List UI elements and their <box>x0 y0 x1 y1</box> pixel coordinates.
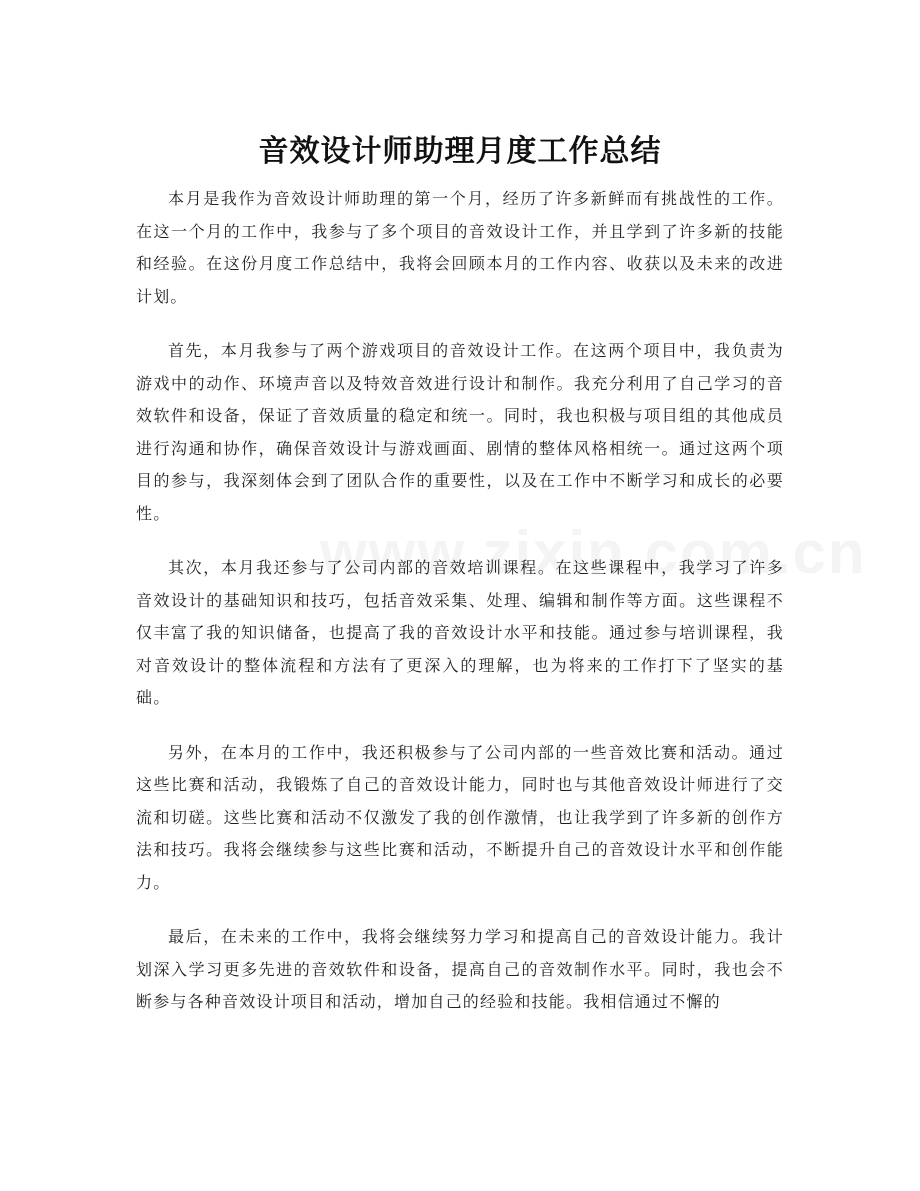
paragraph-competitions: 另外，在本月的工作中，我还积极参与了公司内部的一些音效比赛和活动。通过这些比赛和活动，我锻炼了自己的音效设计能力，同时也与其他音效设计师进行了交流和切磋。这些比赛和活动不仅激发了我的创作激情，也让我学到了许多新的创作方法和技巧。我将会继续参与这些比赛和活动，不断提升自己的音效设计水平和创作能力。 <box>136 742 784 892</box>
paragraph-game-projects: 首先，本月我参与了两个游戏项目的音效设计工作。在这两个项目中，我负责为游戏中的动作、环境声音以及特效音效进行设计和制作。我充分利用了自己学习的音效软件和设备，保证了音效质量的稳定和统一。同时，我也积极与项目组的其他成员进行沟通和协作，确保音效设计与游戏画面、剧情的整体风格相统一。通过这两个项目的参与，我深刻体会到了团队合作的重要性，以及在工作中不断学习和成长的必要性。 <box>136 341 784 523</box>
document-body <box>136 183 784 1041</box>
paragraph-training: 其次，本月我还参与了公司内部的音效培训课程。在这些课程中，我学习了许多音效设计的基础知识和技巧，包括音效采集、处理、编辑和制作等方面。这些课程不仅丰富了我的知识储备，也提高了我的音效设计水平和技能。通过参与培训课程，我对音效设计的整体流程和方法有了更深入的理解，也为将来的工作打下了坚实的基础。 <box>136 558 784 707</box>
paragraph-intro: 本月是我作为音效设计师助理的第一个月，经历了许多新鲜而有挑战性的工作。在这一个月的工作中，我参与了多个项目的音效设计工作，并且学到了许多新的技能和经验。在这份月度工作总结中，我将会回顾本月的工作内容、收获以及未来的改进计划。 <box>136 189 784 306</box>
document-title: 音效设计师助理月度工作总结 <box>258 134 662 170</box>
paragraph-future-plans: 最后，在未来的工作中，我将会继续努力学习和提高自己的音效设计能力。我计划深入学习更多先进的音效软件和设备，提高自己的音效制作水平。同时，我也会不断参与各种音效设计项目和活动，增加自己的经验和技能。我相信通过不懈的 <box>136 927 784 1011</box>
